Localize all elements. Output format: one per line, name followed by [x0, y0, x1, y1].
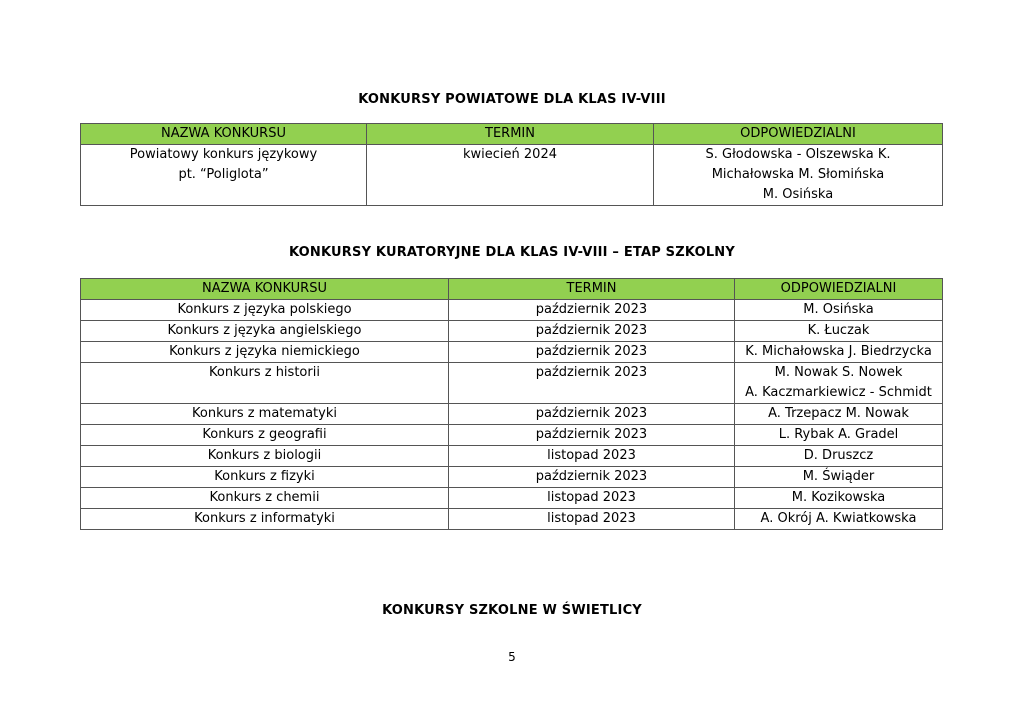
cell-name: Konkurs z biologii — [81, 446, 449, 467]
table-kuratoryjne — [80, 278, 943, 530]
cell-responsible: M. Świąder — [735, 467, 943, 488]
cell-name: Konkurs z języka polskiego — [81, 300, 449, 321]
table-row — [81, 425, 943, 446]
cell-date: październik 2023 — [449, 321, 735, 342]
cell-name: Konkurs z geografii — [81, 425, 449, 446]
cell-date: październik 2023 — [449, 425, 735, 446]
page-number: 5 — [508, 650, 516, 664]
column-header-date: TERMIN — [367, 124, 654, 145]
section-heading-kuratoryjne: KONKURSY KURATORYJNE DLA KLAS IV-VIII – ETAP SZKOLNY — [288, 245, 735, 260]
cell-responsible: K. Łuczak — [735, 321, 943, 342]
cell-responsible: L. Rybak A. Gradel — [735, 425, 943, 446]
cell-line: M. Nowak S. Nowek — [774, 365, 903, 380]
column-header-name: NAZWA KONKURSU — [81, 124, 367, 145]
cell-line: M. Osińska — [762, 187, 834, 202]
cell-name: Konkurs z języka angielskiego — [81, 321, 449, 342]
table-row — [81, 300, 943, 321]
table-powiatowe — [80, 123, 943, 206]
table-row — [81, 145, 943, 206]
table-row — [81, 404, 943, 425]
column-header-name: NAZWA KONKURSU — [81, 279, 449, 300]
cell-line: S. Głodowska - Olszewska K. — [705, 147, 891, 162]
cell-date: październik 2023 — [449, 342, 735, 363]
cell-responsible — [654, 145, 943, 206]
cell-date: październik 2023 — [449, 300, 735, 321]
cell-date: listopad 2023 — [449, 488, 735, 509]
column-header-date: TERMIN — [449, 279, 735, 300]
cell-responsible: D. Druszcz — [735, 446, 943, 467]
cell-name: Konkurs z informatyki — [81, 509, 449, 530]
cell-responsible — [735, 363, 943, 404]
cell-name: Konkurs z historii — [81, 363, 449, 404]
cell-line: Powiatowy konkurs językowy — [129, 147, 318, 162]
cell-date: październik 2023 — [449, 467, 735, 488]
table-row — [81, 488, 943, 509]
table-row — [81, 467, 943, 488]
cell-line: pt. “Poliglota” — [178, 167, 269, 182]
cell-responsible: A. Trzepacz M. Nowak — [735, 404, 943, 425]
table-row — [81, 321, 943, 342]
cell-date: październik 2023 — [449, 404, 735, 425]
cell-name: Konkurs z matematyki — [81, 404, 449, 425]
cell-line: Michałowska M. Słomińska — [711, 167, 885, 182]
column-header-responsible: ODPOWIEDZIALNI — [735, 279, 943, 300]
cell-date: listopad 2023 — [449, 509, 735, 530]
cell-name: Konkurs z fizyki — [81, 467, 449, 488]
cell-date: październik 2023 — [449, 363, 735, 404]
cell-responsible: M. Kozikowska — [735, 488, 943, 509]
cell-line: A. Kaczmarkiewicz - Schmidt — [745, 385, 932, 400]
table-row — [81, 342, 943, 363]
table-header-row — [81, 279, 943, 300]
cell-responsible: A. Okrój A. Kwiatkowska — [735, 509, 943, 530]
table-header-row — [81, 124, 943, 145]
table-row — [81, 446, 943, 467]
table-row — [81, 509, 943, 530]
table-row — [81, 363, 943, 404]
column-header-responsible: ODPOWIEDZIALNI — [654, 124, 943, 145]
cell-date: kwiecień 2024 — [367, 145, 654, 206]
section-heading-powiatowe: KONKURSY POWIATOWE DLA KLAS IV-VIII — [358, 92, 666, 107]
cell-name: Konkurs z języka niemickiego — [81, 342, 449, 363]
cell-name — [81, 145, 367, 206]
cell-date: listopad 2023 — [449, 446, 735, 467]
cell-responsible: K. Michałowska J. Biedrzycka — [735, 342, 943, 363]
section-heading-swietlica: KONKURSY SZKOLNE W ŚWIETLICY — [382, 603, 642, 618]
cell-responsible: M. Osińska — [735, 300, 943, 321]
cell-name: Konkurs z chemii — [81, 488, 449, 509]
